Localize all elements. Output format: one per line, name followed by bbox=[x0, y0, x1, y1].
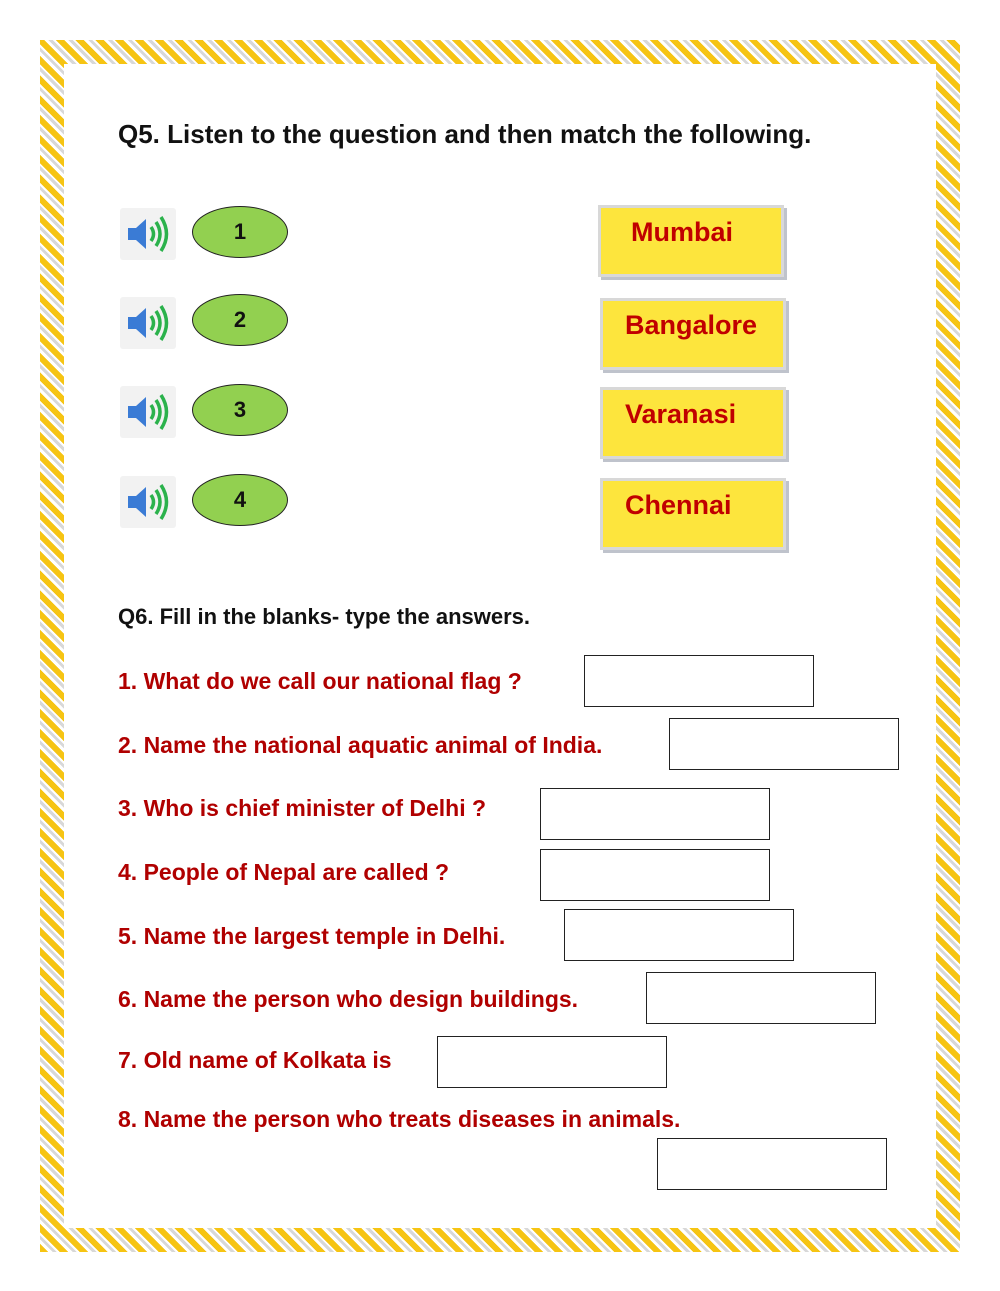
speaker-icon[interactable] bbox=[120, 386, 176, 438]
speaker-icon[interactable] bbox=[120, 297, 176, 349]
question-7: 7. Old name of Kolkata is bbox=[118, 1047, 392, 1073]
answer-input-6[interactable] bbox=[646, 972, 876, 1024]
answer-input-5[interactable] bbox=[564, 909, 794, 961]
answer-input-8[interactable] bbox=[657, 1138, 887, 1190]
city-label: Varanasi bbox=[625, 399, 737, 429]
question-1: 1. What do we call our national flag ? bbox=[118, 668, 522, 694]
city-box-bangalore[interactable] bbox=[600, 298, 786, 370]
question-3: 3. Who is chief minister of Delhi ? bbox=[118, 795, 487, 821]
city-label: Chennai bbox=[625, 490, 732, 520]
question-8: 8. Name the person who treats diseases in animals. bbox=[118, 1106, 681, 1132]
number-oval-2: 2 bbox=[192, 294, 288, 346]
answer-input-3[interactable] bbox=[540, 788, 770, 840]
answer-input-1[interactable] bbox=[584, 655, 814, 707]
answer-input-2[interactable] bbox=[669, 718, 899, 770]
speaker-icon[interactable] bbox=[120, 476, 176, 528]
city-box-chennai[interactable] bbox=[600, 478, 786, 550]
q6-title: Q6. Fill in the blanks- type the answers. bbox=[118, 604, 530, 629]
answer-input-4[interactable] bbox=[540, 849, 770, 901]
city-label: Mumbai bbox=[631, 217, 734, 247]
question-4: 4. People of Nepal are called ? bbox=[118, 859, 450, 885]
city-label: Bangalore bbox=[625, 310, 758, 340]
city-box-mumbai[interactable] bbox=[598, 205, 784, 277]
question-6: 6. Name the person who design buildings. bbox=[118, 986, 579, 1012]
city-box-varanasi[interactable] bbox=[600, 387, 786, 459]
number-oval-4: 4 bbox=[192, 474, 288, 526]
number-oval-3: 3 bbox=[192, 384, 288, 436]
q5-title: Q5. Listen to the question and then match the following. bbox=[118, 119, 812, 149]
question-5: 5. Name the largest temple in Delhi. bbox=[118, 923, 506, 949]
number-oval-1: 1 bbox=[192, 206, 288, 258]
question-2: 2. Name the national aquatic animal of India. bbox=[118, 732, 603, 758]
answer-input-7[interactable] bbox=[437, 1036, 667, 1088]
speaker-icon[interactable] bbox=[120, 208, 176, 260]
